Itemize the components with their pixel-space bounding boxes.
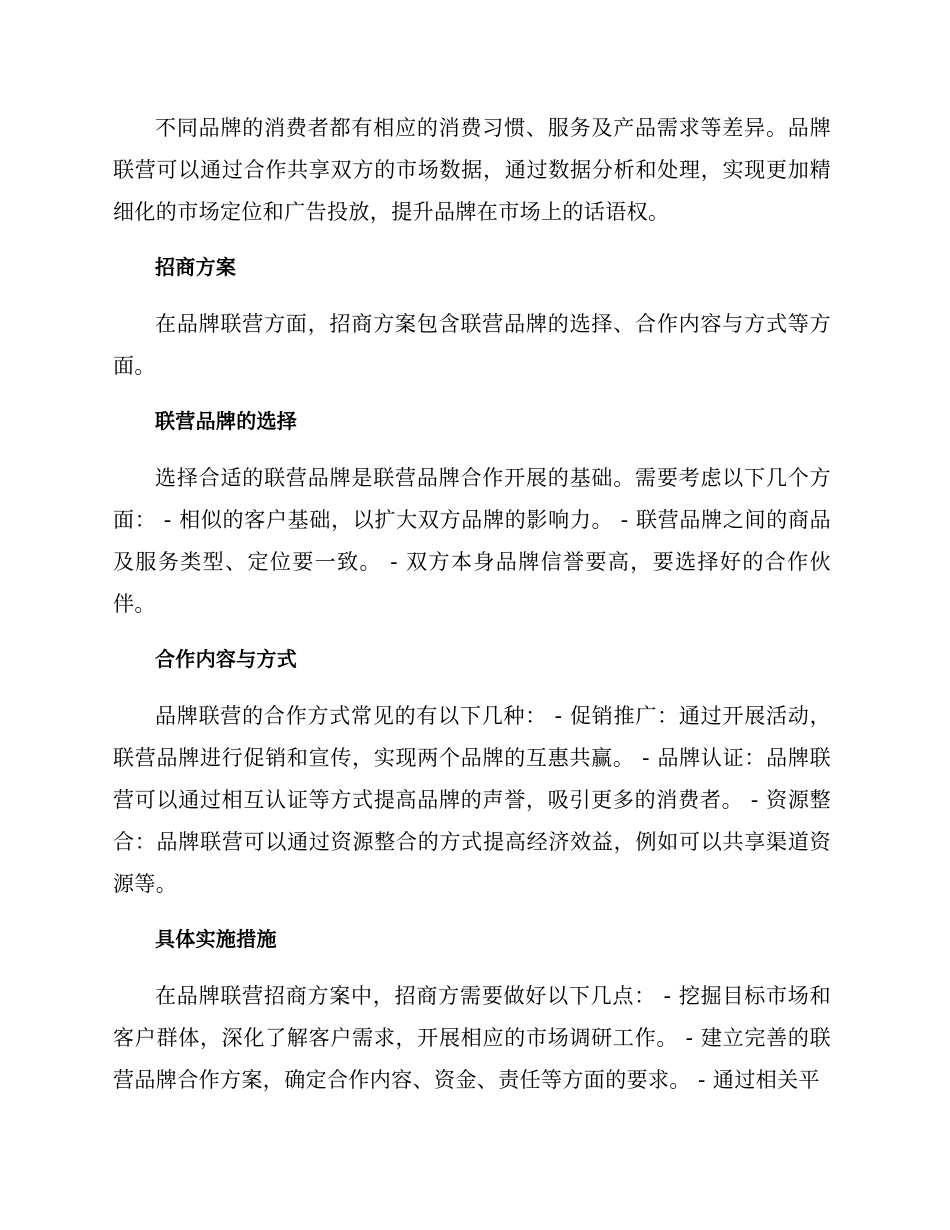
paragraph-consumer-differences: 不同品牌的消费者都有相应的消费习惯、服务及产品需求等差异。品牌联营可以通过合作共享双方的市场数据，通过数据分析和处理，实现更加精细化的市场定位和广告投放，提升品牌在市场上的话语权。 xyxy=(113,116,831,224)
heading-implementation-measures: 具体实施措施 xyxy=(155,927,277,951)
heading-cooperation-content: 合作内容与方式 xyxy=(155,647,298,671)
paragraph-investment-plan: 在品牌联营方面，招商方案包含联营品牌的选择、合作内容与方式等方面。 xyxy=(113,312,831,378)
paragraph-cooperation-content: 品牌联营的合作方式常见的有以下几种： - 促销推广：通过开展活动，联营品牌进行促销和宣传，实现两个品牌的互惠共赢。 - 品牌认证：品牌联营可以通过相互认证等方式提高品牌的声誉，吸引更多的消费者。 - 资源整合：品牌联营可以通过资源整合的方式提高经济效益，例如可以共享渠道资源等。 xyxy=(113,704,831,896)
paragraph-implementation-measures: 在品牌联营招商方案中，招商方需要做好以下几点： - 挖掘目标市场和客户群体，深化了解客户需求，开展相应的市场调研工作。 - 建立完善的联营品牌合作方案，确定合作内容、资金、责任等方面的要求。 - 通过相关平 xyxy=(113,984,831,1092)
document-body xyxy=(113,107,831,1119)
paragraph-brand-selection: 选择合适的联营品牌是联营品牌合作开展的基础。需要考虑以下几个方面： - 相似的客户基础，以扩大双方品牌的影响力。 - 联营品牌之间的商品及服务类型、定位要一致。 - 双方本身品牌信誉要高，要选择好的合作伙伴。 xyxy=(113,466,831,616)
heading-brand-selection: 联营品牌的选择 xyxy=(155,409,298,433)
heading-investment-plan: 招商方案 xyxy=(155,255,237,279)
